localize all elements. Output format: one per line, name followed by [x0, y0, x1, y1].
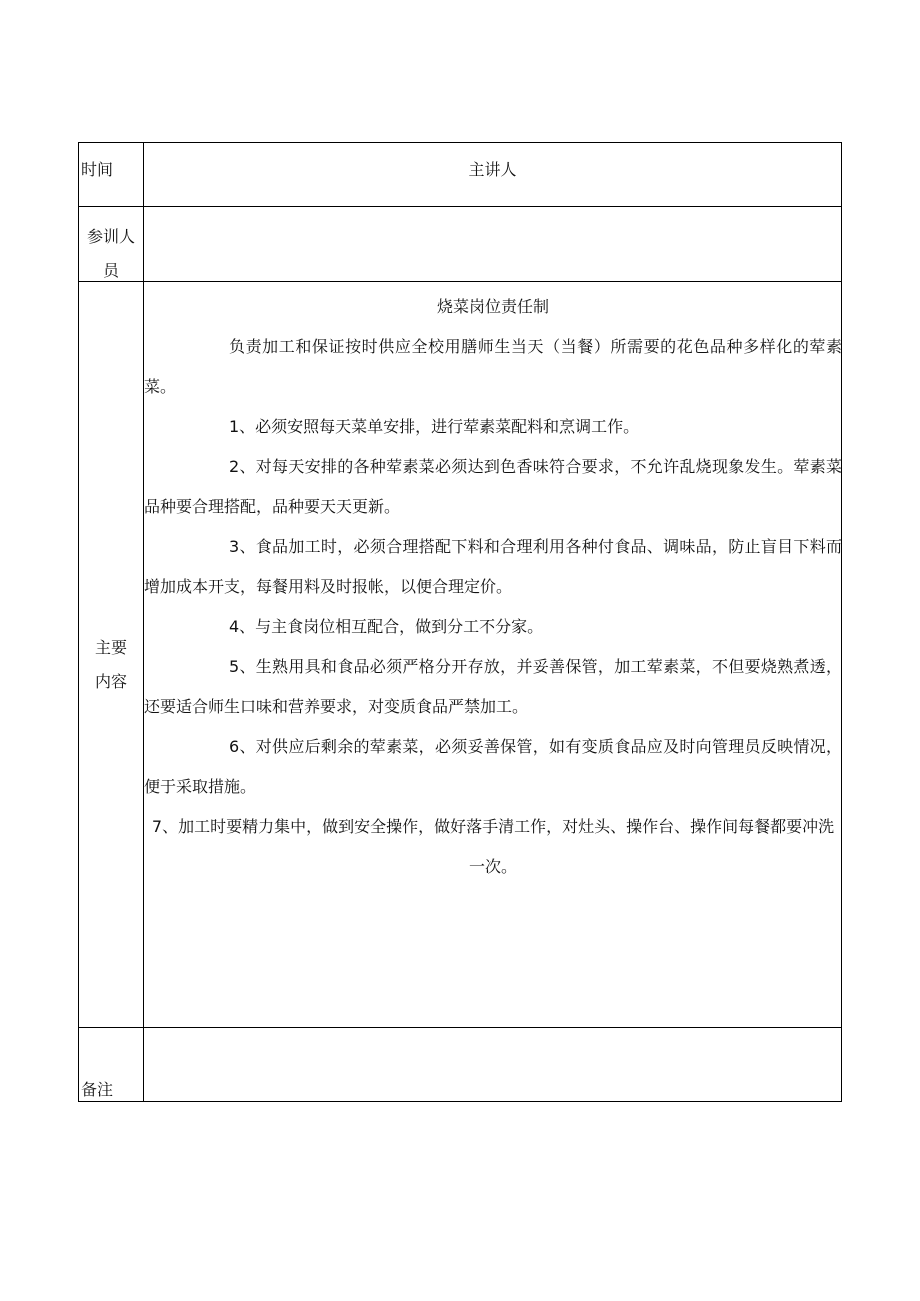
time-label: 时间: [81, 160, 114, 179]
content-intro: 负责加工和保证按时供应全校用膳师生当天（当餐）所需要的花色品种多样化的荤素菜。: [144, 337, 842, 396]
main-content-label: [79, 631, 143, 699]
content-title: 烧菜岗位责任制: [436, 297, 549, 316]
content-item-7: 7、加工时要精力集中，做到安全操作，做好落手清工作，对灶头、操作台、操作间每餐都要冲洗一次。: [151, 817, 835, 876]
content-item-6: 6、对供应后剩余的荤素菜，必须妥善保管，如有变质食品应及时向管理员反映情况，便于采取措施。: [144, 737, 842, 796]
content-item-2: 2、对每天安排的各种荤素菜必须达到色香味符合要求，不允许乱烧现象发生。荤素菜品种要合理搭配，品种要天天更新。: [144, 457, 842, 516]
speaker-label: 主讲人: [468, 160, 517, 179]
content-item-1: 1、必须安照每天菜单安排，进行荤素菜配料和烹调工作。: [229, 417, 640, 436]
attendees-label-line1: 参训人: [86, 227, 135, 246]
row-divider-attendees: [79, 281, 841, 282]
content-item-5: 5、生熟用具和食品必须严格分开存放，并妥善保管，加工荤素菜，不但要烧熟煮透，还要适合师生口味和营养要求，对变质食品严禁加工。: [144, 657, 842, 716]
notes-label: 备注: [81, 1080, 114, 1099]
row-divider-content: [79, 1027, 841, 1028]
content-item-4: 4、与主食岗位相互配合，做到分工不分家。: [229, 617, 544, 636]
attendees-label: [79, 220, 143, 288]
content-item-3: 3、食品加工时，必须合理搭配下料和合理利用各种付食品、调味品，防止盲目下料而增加成本开支，每餐用料及时报帐，以便合理定价。: [144, 537, 842, 596]
attendees-label-line2: 员: [102, 261, 119, 280]
main-content-label-line2: 内容: [94, 672, 127, 691]
training-record-form: [78, 142, 842, 1102]
main-content: [144, 287, 842, 887]
main-content-label-line1: 主要: [94, 638, 127, 657]
row-divider-time: [79, 206, 841, 207]
